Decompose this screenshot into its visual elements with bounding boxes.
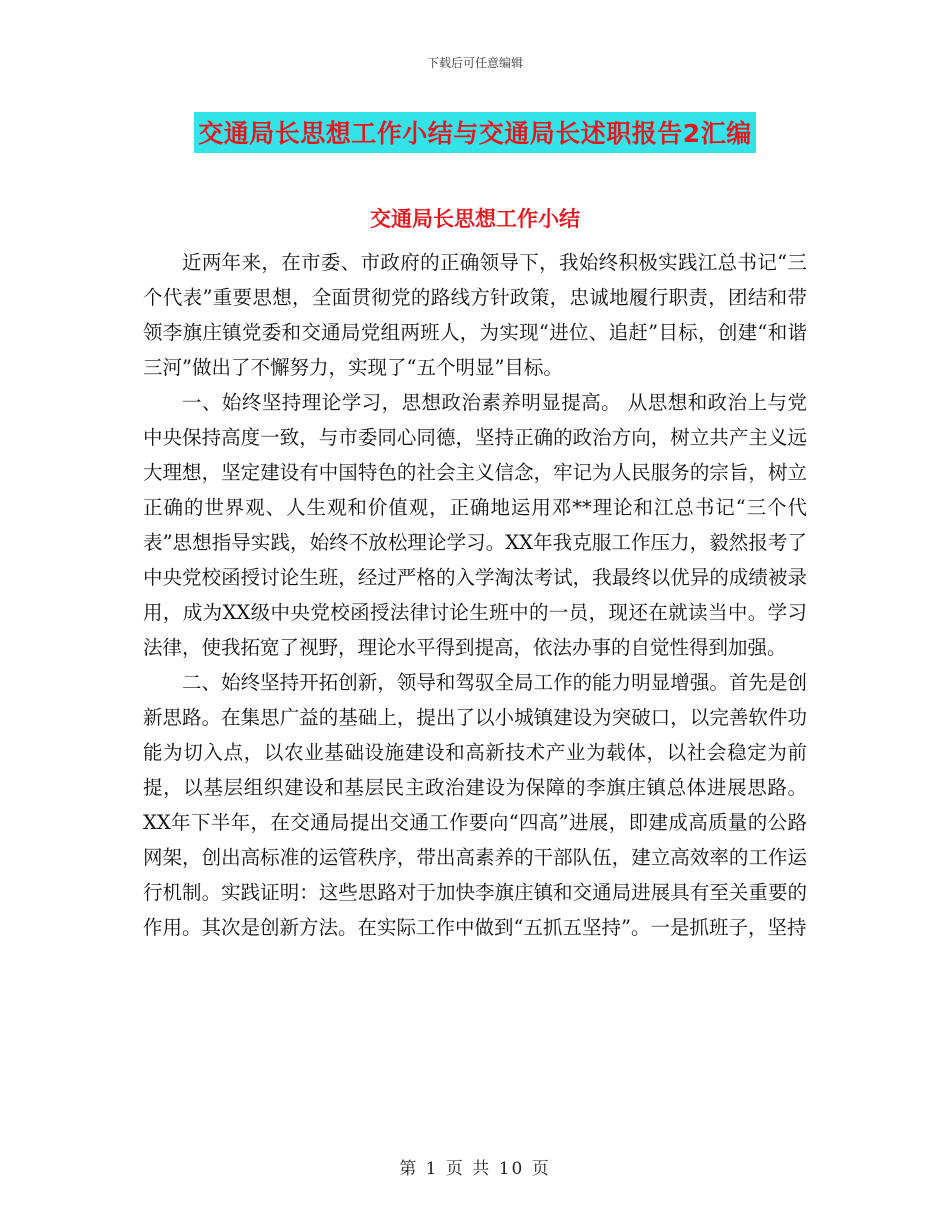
document-title-wrapper (0, 112, 950, 153)
section-title: 交通局长思想工作小结 (370, 207, 580, 231)
paragraph: 一、始终坚持理论学习，思想政治素养明显提高。 从思想和政治上与党中央保持高度一致，与市委同心同德，坚持正确的政治方向，树立共产主义远大理想，坚定建设有中国特色的社会主义信念，牢记为人民服务的宗旨，树立正确的世界观、人生观和价值观，正确地运用邓**理论和江总书记“三个代表”思想指导实践，始终不放松理论学习。XX年我克服工作压力，毅然报考了中央党校函授讨论生班，经过严格的入学淘汰考试，我最终以优异的成绩被录用，成为XX级中央党校函授法律讨论生班中的一员，现还在就读当中。学习法律，使我拓宽了视野，理论水平得到提高，依法办事的自觉性得到加强。 (143, 391, 807, 659)
body-text (143, 245, 807, 945)
document-title: 交通局长思想工作小结与交通局长述职报告2汇编 (194, 112, 755, 153)
header-note: 下载后可任意编辑 (426, 56, 523, 70)
paragraph: 近两年来，在市委、市政府的正确领导下，我始终积极实践江总书记“三个代表”重要思想，全面贯彻党的路线方针政策，忠诚地履行职责，团结和带领李旗庄镇党委和交通局党组两班人，为实现“进位、追赶”目标，创建“和谐三河”做出了不懈努力，实现了“五个明显”目标。 (143, 251, 807, 379)
page-footer: 第 1 页 共 10 页 (399, 1159, 551, 1179)
paragraph: 二、始终坚持开拓创新，领导和驾驭全局工作的能力明显增强。首先是创新思路。在集思广益的基础上，提出了以小城镇建设为突破口，以完善软件功能为切入点，以农业基础设施建设和高新技术产业为载体，以社会稳定为前提，以基层组织建设和基层民主政治建设为保障的李旗庄镇总体进展思路。XX年下半年，在交通局提出交通工作要向“四高”进展，即建成高质量的公路网架，创出高标准的运管秩序，带出高素养的干部队伍，建立高效率的工作运行机制。实践证明：这些思路对于加快李旗庄镇和交通局进展具有至关重要的作用。其次是创新方法。在实际工作中做到“五抓五坚持”。一是抓班子，坚持 (143, 671, 807, 939)
